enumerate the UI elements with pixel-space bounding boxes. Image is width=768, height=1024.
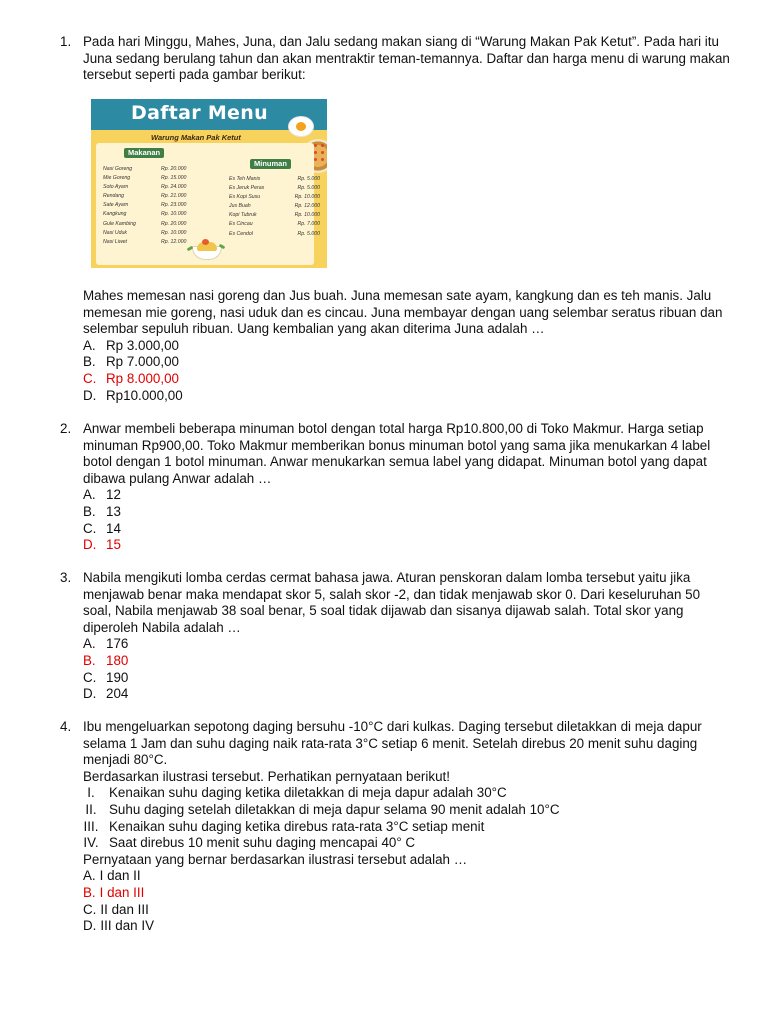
statement-list	[73, 785, 730, 851]
question-text: Nabila mengikuti lomba cerdas cermat bahasa jawa. Aturan penskoran dalam lomba tersebut yaitu jika menjawab benar maka mendapat skor 5, salah skor -2, dan tidak menjawab skor 0. Dari keseluruhan 50 soal, Nabila menjawab 38 soal benar, 5 soal tidak dijawab dan sisanya dijawab salah. Total skor yang diperoleh Nabila adalah …	[83, 570, 701, 635]
menu-item-price: Rp. 5.000	[297, 176, 320, 182]
food-list	[103, 165, 186, 247]
menu-item-price: Rp. 10.000	[161, 229, 187, 236]
option-text: Rp10.000,00	[106, 387, 183, 403]
statement	[73, 802, 730, 819]
menu-item	[103, 238, 186, 247]
question-intro: Berdasarkan ilustrasi tersebut. Perhatikan pernyataan berikut!	[83, 768, 450, 784]
drink-label: Minuman	[250, 159, 291, 169]
statement-text: Kenaikan suhu daging ketika direbus rata-rata 3°C setiap menit	[109, 818, 485, 834]
question-1-continued	[60, 288, 730, 404]
menu-item-name: Kopi Tubruk	[229, 212, 257, 219]
menu-item-price: Rp. 7.000	[297, 221, 320, 228]
menu-item	[229, 211, 320, 220]
food-bowl-icon	[193, 239, 221, 261]
option-letter: B.	[83, 884, 96, 900]
statement-text: Suhu daging setelah diletakkan di meja dapur selama 90 menit adalah 10°C	[109, 801, 560, 817]
option-text: 15	[106, 537, 121, 553]
option-letter: B.	[83, 652, 96, 668]
menu-item	[229, 193, 320, 202]
option-text: II dan III	[100, 901, 149, 917]
option-letter: D.	[83, 537, 97, 553]
option-letter: B.	[83, 354, 96, 370]
fried-egg-icon	[289, 117, 313, 136]
menu-item-price: Rp. 15.000	[161, 175, 187, 182]
option-letter: A.	[83, 868, 96, 884]
option-letter: A.	[83, 636, 96, 652]
statement-text: Saat direbus 10 menit suhu daging mencapai 40° C	[109, 835, 416, 851]
statement-numeral: I.	[87, 785, 95, 801]
option-d[interactable]	[83, 388, 730, 405]
menu-item-name: Mie Goreng	[103, 175, 131, 182]
option-d[interactable]	[83, 918, 730, 935]
answer-options	[83, 636, 730, 702]
statement-numeral: II.	[85, 801, 97, 817]
question-text: Anwar membeli beberapa minuman botol dengan total harga Rp10.800,00 di Toko Makmur. Harga setiap minuman Rp900,00. Toko Makmur memberikan bonus minuman botol yang sama jika menukarkan 4 label botol dengan 1 botol minuman. Anwar menukarkan semua label yang didapat. Minuman botol yang dapat dibawa pulang Anwar adalah …	[83, 421, 711, 486]
menu-item-name: Jus Buah	[229, 203, 251, 210]
menu-item-name: Es Jeruk Peras	[229, 185, 265, 192]
menu-item	[229, 230, 320, 239]
menu-item	[103, 174, 186, 183]
drink-list	[229, 175, 320, 239]
option-letter: D.	[83, 686, 97, 702]
option-b[interactable]	[83, 653, 730, 670]
menu-item	[229, 175, 320, 184]
question-text: Ibu mengeluarkan sepotong daging bersuhu -10°C dari kulkas. Daging tersebut diletakkan di meja dapur selama 1 Jam dan suhu daging naik rata-rata 3°C setiap 6 menit. Setelah direbus 20 menit suhu daging menjadi 80°C.	[83, 719, 702, 768]
menu-item	[103, 201, 186, 210]
menu-item	[229, 202, 320, 211]
menu-item-price: Rp. 12.000	[294, 203, 320, 210]
question-text: Pada hari Minggu, Mahes, Juna, dan Jalu sedang makan siang di “Warung Makan Pak Ketut”. Pada hari itu Juna sedang berulang tahun dan akan mentraktir teman-temannya. Daftar dan harga menu di warung makan tersebut seperti pada gambar berikut:	[83, 34, 730, 83]
question-text: Mahes memesan nasi goreng dan Jus buah. Juna memesan sate ayam, kangkung dan es teh manis. Jalu memesan mie goreng, nasi uduk dan es cincau. Juna membayar dengan uang selembar seratus ribuan dan selembar sepuluh ribuan. Uang kembalian yang akan diterima Juna adalah …	[83, 288, 723, 337]
option-b[interactable]	[83, 504, 730, 521]
option-text: I dan II	[99, 868, 141, 884]
option-letter: B.	[83, 503, 96, 519]
option-a[interactable]	[83, 636, 730, 653]
option-letter: C.	[83, 901, 97, 917]
menu-item-price: Rp. 20.000	[161, 166, 187, 172]
option-text: 190	[106, 669, 129, 685]
question-number: 3.	[60, 570, 72, 585]
menu-subtitle: Warung Makan Pak Ketut	[151, 133, 241, 142]
menu-item-price: Rp. 10.000	[294, 212, 320, 219]
answer-options	[83, 338, 730, 404]
menu-item-name: Es Cincau	[229, 221, 253, 228]
option-text: 14	[106, 520, 121, 536]
menu-item-price: Rp. 10.000	[294, 194, 320, 201]
statement-numeral: IV.	[83, 835, 99, 851]
menu-item	[229, 220, 320, 229]
option-letter: D.	[83, 918, 97, 934]
menu-item-price: Rp. 24.000	[161, 184, 187, 191]
menu-item-price: Rp. 23.000	[161, 202, 187, 209]
option-letter: C.	[83, 370, 97, 386]
food-label: Makanan	[124, 148, 164, 158]
menu-item	[103, 210, 186, 219]
menu-item-price: Rp. 21.000	[161, 193, 187, 200]
option-c[interactable]	[83, 670, 730, 687]
menu-item-price: Rp. 12.000	[161, 238, 187, 245]
option-text: Rp 3.000,00	[106, 337, 179, 353]
menu-item-name: Nasi Uduk	[103, 229, 127, 236]
option-letter: C.	[83, 669, 97, 685]
question-1	[60, 34, 730, 84]
statement	[73, 785, 730, 802]
menu-image	[91, 99, 327, 268]
option-text: 13	[106, 503, 121, 519]
menu-item	[103, 165, 186, 174]
question-number: 2.	[60, 421, 72, 436]
statement-numeral: III.	[83, 818, 99, 834]
answer-options	[83, 487, 730, 553]
option-d[interactable]	[83, 537, 730, 554]
option-text: III dan IV	[100, 918, 155, 934]
option-a[interactable]	[83, 868, 730, 885]
menu-item-name: Es Teh Manis	[229, 176, 261, 182]
question-3	[60, 570, 730, 703]
menu-item	[103, 192, 186, 201]
menu-item-name: Soto Ayam	[103, 184, 129, 191]
menu-item-name: Rendang	[103, 193, 125, 200]
question-2	[60, 421, 730, 554]
statement	[73, 835, 730, 852]
option-d[interactable]	[83, 686, 730, 703]
option-a[interactable]	[83, 487, 730, 504]
question-number: 1.	[60, 34, 72, 49]
option-text: 12	[106, 487, 121, 503]
statement	[73, 819, 730, 836]
question-4	[60, 719, 730, 935]
option-text: I dan III	[99, 884, 145, 900]
menu-item	[103, 183, 186, 192]
option-c[interactable]	[83, 371, 730, 388]
menu-item-name: Es Cendol	[229, 230, 253, 237]
option-letter: D.	[83, 387, 97, 403]
menu-item	[103, 220, 186, 229]
menu-item-price: Rp. 5.000	[297, 230, 320, 237]
option-text: 176	[106, 636, 129, 652]
answer-options	[83, 868, 730, 934]
option-letter: C.	[83, 520, 97, 536]
menu-item-name: Kangkung	[103, 211, 127, 218]
menu-item-price: Rp. 10.000	[161, 211, 187, 218]
menu-item-price: Rp. 20.000	[161, 220, 187, 227]
option-b[interactable]	[83, 885, 730, 902]
option-c[interactable]	[83, 902, 730, 919]
menu-item	[229, 184, 320, 193]
menu-item-name: Es Kopi Susu	[229, 194, 261, 201]
menu-item-name: Nasi Liwet	[103, 238, 127, 245]
option-text: 204	[106, 686, 129, 702]
option-b[interactable]	[83, 354, 730, 371]
question-number: 4.	[60, 719, 72, 734]
option-text: Rp 7.000,00	[106, 354, 179, 370]
menu-item-name: Nasi Goreng	[103, 166, 133, 172]
statement-text: Kenaikan suhu daging ketika diletakkan di meja dapur adalah 30°C	[109, 785, 507, 801]
menu-item	[103, 229, 186, 238]
option-letter: A.	[83, 487, 96, 503]
option-text: 180	[106, 652, 129, 668]
menu-item-price: Rp. 5.000	[297, 185, 320, 192]
option-letter: A.	[83, 337, 96, 353]
option-c[interactable]	[83, 521, 730, 538]
question-prompt: Pernyataan yang bernar berdasarkan ilustrasi tersebut adalah …	[83, 851, 468, 867]
menu-title: Daftar Menu	[131, 102, 268, 124]
menu-item-name: Sate Ayam	[103, 202, 129, 209]
option-text: Rp 8.000,00	[106, 370, 179, 386]
option-a[interactable]	[83, 338, 730, 355]
menu-item-name: Gule Kambing	[103, 220, 136, 227]
